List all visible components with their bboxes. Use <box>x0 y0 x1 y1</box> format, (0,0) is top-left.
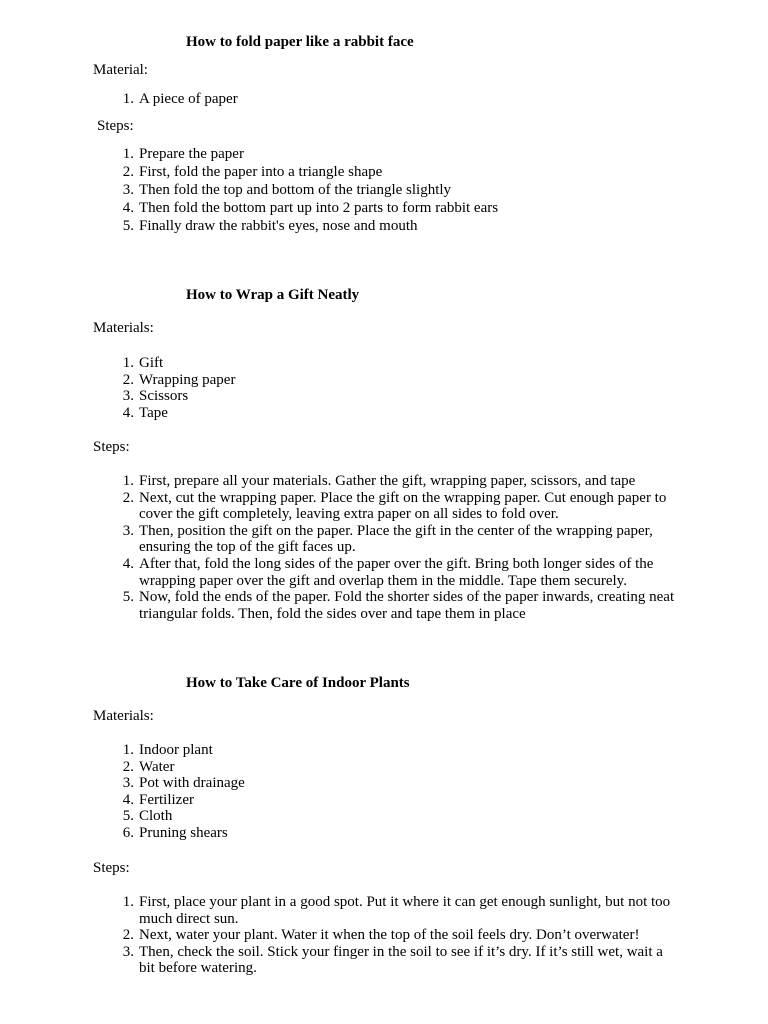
list-item: 3. Then fold the top and bottom of the triangle slightly <box>122 181 452 198</box>
list-item: 4. After that, fold the long sides of the paper over the gift. Bring both longer sides of the wrapping paper over the gift and overlap them in the middle. Tape them securely. <box>122 555 654 589</box>
list-item: 3. Scissors <box>122 388 189 405</box>
list-item-text: Gift <box>139 355 164 371</box>
list-item: 4. Fertilizer <box>122 791 194 808</box>
list-item: 1. Indoor plant <box>122 742 213 758</box>
list-item: 3. Then, position the gift on the paper. Place the gift in the center of the wrapping paper, ensuring the top of the gift faces up. <box>122 522 653 556</box>
list-item-text: Then fold the top and bottom of the triangle slightly <box>139 181 452 198</box>
list-item: 1. Gift <box>122 355 164 371</box>
list-item-text: First, prepare all your materials. Gather the gift, wrapping paper, scissors, and tape <box>139 473 636 489</box>
steps-list <box>122 473 679 622</box>
steps-label: Steps: <box>97 118 134 134</box>
list-item: 4. Tape <box>122 404 168 421</box>
list-item-text: Next, cut the wrapping paper. Place the gift on the wrapping paper. Cut enough paper to cover the gift completely, leaving extra paper on all sides to fold over. <box>139 489 667 523</box>
list-item: 2. Wrapping paper <box>122 371 236 388</box>
section-title: How to Wrap a Gift Neatly <box>186 287 360 303</box>
list-item: 5. Now, fold the ends of the paper. Fold the shorter sides of the paper inwards, creating neat triangular folds. Then, fold the sides over and tape them in place <box>122 589 675 622</box>
list-item-text: Fertilizer <box>139 791 194 808</box>
list-item: 5. Finally draw the rabbit's eyes, nose and mouth <box>122 217 418 234</box>
list-item-text: Then, position the gift on the paper. Place the gift in the center of the wrapping paper, ensuring the top of the gift faces up. <box>139 522 653 556</box>
list-item-text: First, place your plant in a good spot. Put it where it can get enough sunlight, but not too much direct sun. <box>139 894 671 927</box>
list-item-text: Next, water your plant. Water it when the top of the soil feels dry. Don’t overwater! <box>139 927 640 944</box>
list-item: 4. Then fold the bottom part up into 2 parts to form rabbit ears <box>122 199 499 216</box>
list-item-text: Then, check the soil. Stick your finger in the soil to see if it’s dry. If it’s still wet, wait a bit before watering. <box>139 943 663 977</box>
list-item: 1. First, place your plant in a good spot. Put it where it can get enough sunlight, but not too much direct sun. <box>122 894 671 927</box>
list-item-text: After that, fold the long sides of the paper over the gift. Bring both longer sides of the wrapping paper over the gift and overlap them in the middle. Tape them securely. <box>139 555 654 589</box>
list-item-text: Prepare the paper <box>139 146 244 162</box>
list-item: 2. Next, water your plant. Water it when the top of the soil feels dry. Don’t overwater! <box>122 927 640 944</box>
section-title: How to fold paper like a rabbit face <box>186 34 414 50</box>
list-item-text: Wrapping paper <box>139 371 236 388</box>
materials-list <box>122 742 679 842</box>
list-item: 5. Cloth <box>122 808 173 825</box>
materials-list <box>122 355 679 421</box>
materials-label: Material: <box>93 62 148 78</box>
list-item-text: A piece of paper <box>139 91 238 107</box>
list-item: 1. A piece of paper <box>122 91 238 107</box>
list-item: 2. First, fold the paper into a triangle shape <box>122 163 383 180</box>
list-item-text: Tape <box>139 404 168 421</box>
materials-label: Materials: <box>93 320 154 336</box>
list-item-text: Scissors <box>139 388 189 405</box>
section-title: How to Take Care of Indoor Plants <box>186 675 410 691</box>
list-item: 2. Water <box>122 758 175 775</box>
list-item: 1. Prepare the paper <box>122 146 244 162</box>
list-item-text: Pruning shears <box>139 824 228 841</box>
list-item: 1. First, prepare all your materials. Gather the gift, wrapping paper, scissors, and tape <box>122 473 636 489</box>
steps-list <box>122 894 679 977</box>
steps-label: Steps: <box>93 439 130 455</box>
steps-list <box>122 146 679 235</box>
list-item-text: Now, fold the ends of the paper. Fold the shorter sides of the paper inwards, creating neat triangular folds. Then, fold the sides over and tape them in place <box>139 589 675 622</box>
list-item-text: Cloth <box>139 808 173 825</box>
list-item: 6. Pruning shears <box>122 824 228 841</box>
list-item-text: Indoor plant <box>139 742 213 758</box>
list-item: 3. Then, check the soil. Stick your finger in the soil to see if it’s dry. If it’s still wet, wait a bit before watering. <box>122 943 663 977</box>
list-item-text: Then fold the bottom part up into 2 parts to form rabbit ears <box>139 199 499 216</box>
steps-label: Steps: <box>93 860 130 876</box>
list-item-text: Pot with drainage <box>139 775 245 792</box>
materials-list <box>122 91 679 108</box>
list-item-text: First, fold the paper into a triangle shape <box>139 163 383 180</box>
list-item: 3. Pot with drainage <box>122 775 245 792</box>
list-item-text: Finally draw the rabbit's eyes, nose and mouth <box>139 217 418 234</box>
materials-label: Materials: <box>93 708 154 724</box>
list-item: 2. Next, cut the wrapping paper. Place the gift on the wrapping paper. Cut enough paper to cover the gift completely, leaving extra paper on all sides to fold over. <box>122 489 667 523</box>
list-item-text: Water <box>139 758 175 775</box>
